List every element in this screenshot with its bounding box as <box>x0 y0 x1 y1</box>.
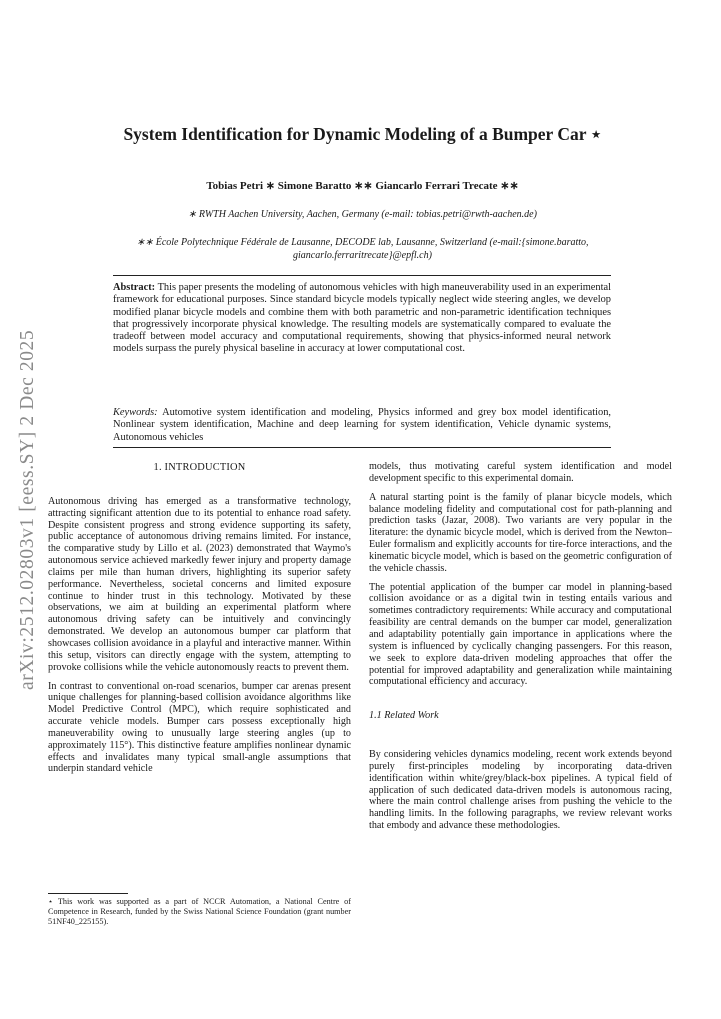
abstract-block <box>113 282 611 356</box>
section-heading-introduction: 1. INTRODUCTION <box>153 462 246 473</box>
right-column <box>369 461 672 839</box>
related-work-paragraph: By considering vehicles dynamics modeling, recent work extends beyond purely first-principles modeling by incorporating data-driven identification within white/grey/black-box pipelines. A typical field of application of such dedicated data-driven models is autonomous racing, where the main control challenge arises from pushing the vehicle to the handling limits. In the following paragraphs, we review relevant works that embody and advance these methodologies. <box>369 749 672 832</box>
abstract-bottom-rule <box>113 447 611 448</box>
intro-paragraph-5: The potential application of the bumper car model in planning-based collision avoidance or as a digital twin in testing entails various and sometimes contradictory requirements: While accuracy and computational feasibility are central demands on the bumper car model, generalization and adaptability potentially gain importance in applications where the system is influenced by cyclically changing passengers. For this reason, we seek to explore data-driven modeling approaches that offer the potential for improved adaptability and generalization while maintaining computational efficiency and accuracy. <box>369 581 672 688</box>
keywords-label: Keywords: <box>113 407 158 418</box>
footnote-funding: ⋆ This work was supported as a part of NCCR Automation, a National Centre of Competence in Research, funded by the Swiss National Science Foundation (grant number 51NF40_225155). <box>48 897 351 926</box>
intro-paragraph-1: Autonomous driving has emerged as a transformative technology, attracting significant attention due to its potential to enhance road safety. Despite consistent progress and strong evidence supporting its safety, public acceptance of autonomous driving remains limited. For instance, the comparative study by Lillo et al. (2023) demonstrated that Waymo's autonomous service achieved markedly fewer injury and property damage claims per mile than human drivers, highlighting its superior safety performance. Nevertheless, societal concerns and limited exposure continue to hinder trust in this technology. Motivated by these observations, we aim at building an experimental platform where autonomous driving safety can be intuitively and convincingly demonstrated. We develop an autonomous bumper car platform that showcases collision avoidance in a playful and interactive manner. Within this setup, visitors can directly engage with the system, attempting to provoke collisions while the vehicle autonomously reacts to prevent them. <box>48 495 351 673</box>
abstract-top-rule <box>113 275 611 276</box>
keywords-block <box>113 407 611 444</box>
intro-paragraph-2: In contrast to conventional on-road scenarios, bumper car arenas present unique challenges for planning-based collision avoidance algorithms like Model Predictive Control (MPC), which require sophisticated and accurate vehicle models. Bumper cars possess exceptionally high maneuverability owing to unusually large steering angles (up to approximately 115°). This distinctive feature amplifies nonlinear dynamic effects and invalidates many typical small-angle assumptions that underpin standard vehicle <box>48 680 351 775</box>
intro-paragraph-4: A natural starting point is the family of planar bicycle models, which balance modeling fidelity and computational cost for path-planning and prediction tasks (Jazar, 2008). Two variants are very popular in the literature: the dynamic bicycle model, which is derived from the Newton–Euler formalism and explicitly accounts for tire-force interactions, and the kinematic bicycle model, which is based on the geometric configuration of the vehicle chassis. <box>369 491 672 574</box>
abstract-label: Abstract: <box>113 282 156 293</box>
intro-paragraph-3: models, thus motivating careful system identification and model development specific to this experimental domain. <box>369 461 672 484</box>
author-list: Tobias Petri ∗ Simone Baratto ∗∗ Giancarlo Ferrari Trecate ∗∗ <box>206 180 519 192</box>
abstract-text: This paper presents the modeling of autonomous vehicles with high maneuverability used in an experimental framework for educational purposes. Since standard bicycle models typically neglect wide steering angles, we develop modified planar bicycle models and combine them with both parametric and non-parametric identification techniques that progressively incorporate physical knowledge. The resulting models are systematically compared to evaluate the tradeoff between model accuracy and computational requirements, showing that physics-informed neural network models surpass the purely physical baseline in accuracy at lower computational cost. <box>113 282 611 355</box>
subsection-heading-related-work: 1.1 Related Work <box>369 710 439 722</box>
keywords-text: Automotive system identification and modeling, Physics informed and grey box model identification, Nonlinear system identification, Machine and deep learning for system identification, Vehicle dynamic systems, Autonomous vehicles <box>113 407 611 443</box>
arxiv-identifier: arXiv:2512.02803v1 [eess.SY] 2 Dec 2025 <box>17 329 38 690</box>
footnote-rule <box>48 893 128 894</box>
affiliation-rwth: ∗ RWTH Aachen University, Aachen, Germany (e-mail: tobias.petri@rwth-aachen.de) <box>188 209 537 220</box>
affiliation-epfl: ∗∗ École Polytechnique Fédérale de Lausanne, DECODE lab, Lausanne, Switzerland (e-mail:{simone.baratto, giancarlo.ferraritrecate}@epfl.ch) <box>136 237 589 261</box>
left-column <box>48 458 351 782</box>
paper-title: System Identification for Dynamic Modeling of a Bumper Car ⋆ <box>123 124 602 144</box>
